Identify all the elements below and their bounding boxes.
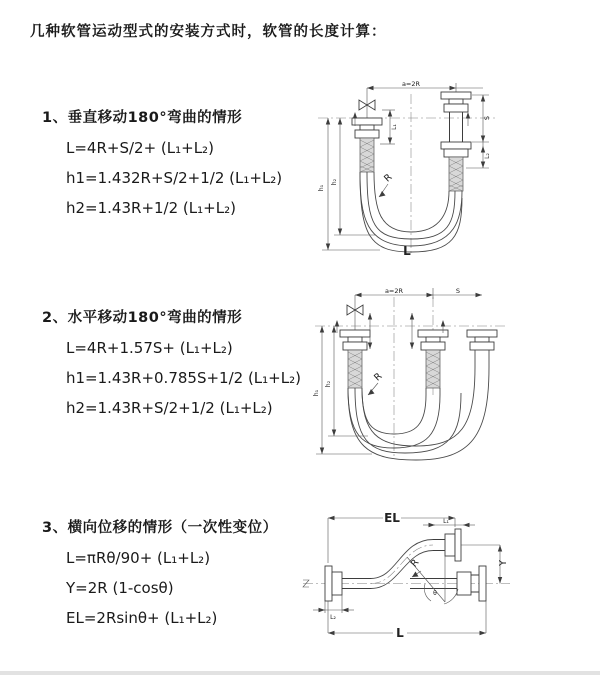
- diagram-horizontal-180-bend: [310, 283, 562, 463]
- label-h2: h₂: [325, 380, 332, 388]
- label-l2: L₂: [484, 153, 491, 159]
- formula-y: Y=2R (1-cosθ): [66, 579, 174, 597]
- section-1-heading: 1、垂直移动180°弯曲的情形: [42, 110, 243, 126]
- label-l: L: [396, 626, 404, 640]
- label-el: EL: [384, 511, 400, 525]
- label-l2: L₂: [330, 614, 336, 621]
- diagram-lateral-displacement: [295, 505, 580, 650]
- page-title: 几种软管运动型式的安装方式时，软管的长度计算：: [30, 24, 387, 40]
- label-s: S: [455, 287, 461, 295]
- formula-el: EL=2Rsinθ+ (L₁+L₂): [66, 609, 218, 627]
- label-a2r: a=2R: [401, 80, 421, 88]
- label-h2: h₂: [331, 178, 338, 186]
- formula-h1: h1=1.43R+0.785S+1/2 (L₁+L₂): [66, 369, 301, 387]
- label-l: L: [403, 244, 411, 258]
- section-lateral-displacement: [42, 516, 312, 633]
- label-theta: θ: [433, 590, 437, 597]
- formula-length: L=4R+S/2+ (L₁+L₂): [66, 139, 214, 157]
- formula-length: L=πRθ/90+ (L₁+L₂): [66, 549, 211, 567]
- section-2-heading: 2、水平移动180°弯曲的情形: [42, 310, 243, 326]
- label-a2r: a=2R: [384, 287, 404, 295]
- formula-h2: h2=1.43R+1/2 (L₁+L₂): [66, 199, 236, 217]
- label-r: R: [408, 557, 422, 570]
- formula-h2: h2=1.43R+S/2+1/2 (L₁+L₂): [66, 399, 273, 417]
- section-vertical-move: [42, 106, 312, 223]
- label-l1: L₁: [443, 518, 449, 525]
- label-h1: h₁: [318, 184, 325, 192]
- label-h1: h₁: [313, 389, 320, 397]
- formula-h1: h1=1.432R+S/2+1/2 (L₁+L₂): [66, 169, 283, 187]
- label-r: R: [382, 171, 395, 185]
- section-3-heading: 3、横向位移的情形（一次性变位）: [42, 520, 278, 536]
- label-s: S: [483, 115, 491, 121]
- section-horizontal-move: [42, 306, 312, 423]
- label-r: R: [372, 370, 385, 384]
- label-y: Y: [498, 560, 509, 566]
- formula-length: L=4R+1.57S+ (L₁+L₂): [66, 339, 233, 357]
- label-l1: L₁: [391, 124, 398, 130]
- diagram-vertical-180-bend: [310, 78, 562, 258]
